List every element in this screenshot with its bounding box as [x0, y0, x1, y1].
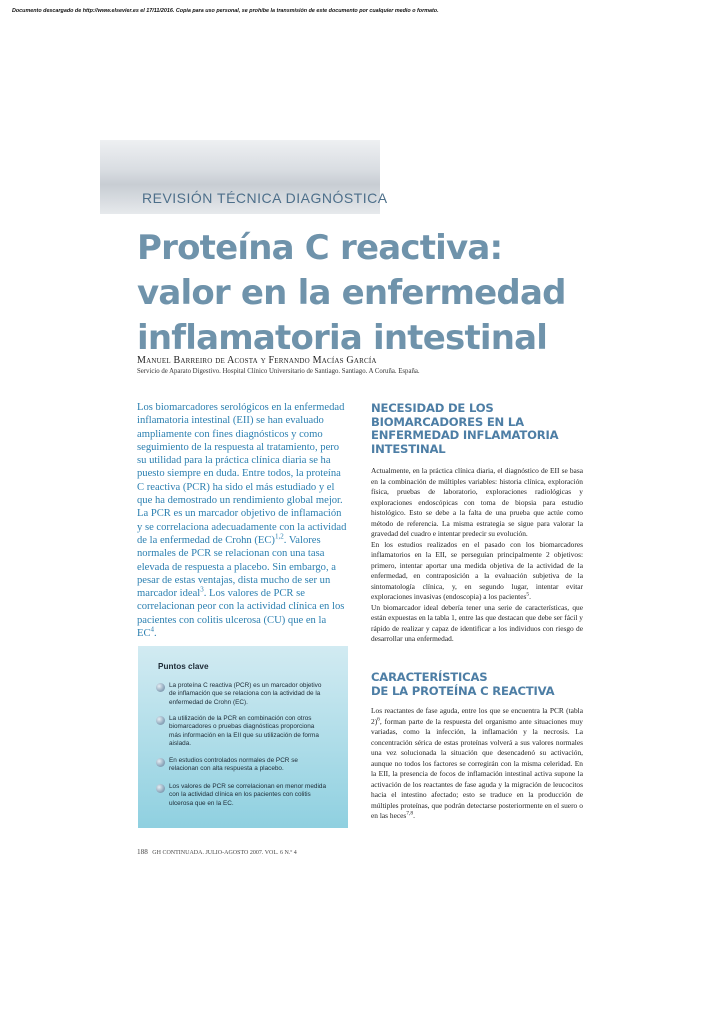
body-paragraph: [371, 540, 583, 603]
abstract-ref-1: 1,2: [274, 532, 284, 541]
page-number: 188: [137, 848, 148, 856]
paragraph-text: Los reactantes de fase aguda, entre los que se encuentra la PCR (tabla 2): [371, 706, 583, 726]
abstract-text-1: Los biomarcadores serológicos en la enfermedad inflamatoria intestinal (EII) se han evaluado ampliamente con fines diagnósticos y como seguimiento de la respuesta al tratamiento, pero su utilidad para la práctica clínica diaria se ha puesto siempre en duda. Entre todos, la proteína C reactiva (PCR) ha sido el más estudiado y el que ha demostrado un rendimiento global mejor. La PCR es un marcador objetivo de inflamación y se correlaciona adecuadamente con la actividad de la enfermedad de Crohn (EC): [137, 402, 347, 546]
key-point-item: [156, 715, 326, 749]
title-line-3: inflamatoria intestinal: [137, 318, 548, 358]
reference-marker: 7,8: [406, 810, 414, 817]
key-point-text: En estudios controlados normales de PCR se relacionan con alta respuesta a placebo.: [169, 757, 298, 773]
title-line-2: valor en la enfermedad: [137, 273, 566, 313]
bullet-icon: [156, 683, 165, 692]
section-heading: [371, 671, 583, 698]
bullet-icon: [156, 716, 165, 725]
page-footer: [137, 848, 297, 856]
paragraph-text: , forman parte de la respuesta del organismo ante situaciones muy variadas, como la infección, la inflamación y la necrosis. La concentración sérica de estas proteínas volverá a sus valores normales una vez solucionada la situación que desencadenó su activación, aunque no todos los factores se corregirán con la misma celeridad. En la EII, la presencia de focos de inflamación intestinal activa supone la activación de los reactantes de fase aguda y la migración de leucocitos hacia el intestino afectado; esto se traduce en la producción de múltiples proteínas, que podrán detectarse posteriormente en el suero o en las heces: [371, 716, 583, 821]
heading-line: NECESIDAD DE LOS: [371, 401, 494, 415]
key-point-item: [156, 757, 326, 774]
section-label: REVISIÓN TÉCNICA DIAGNÓSTICA: [142, 190, 388, 206]
abstract-text-2: . Valores normales de PCR se relacionan con una tasa elevada de respuesta a placebo. Sin embargo, a pesar de estas ventajas, dista mucho de ser un marcador ideal: [137, 534, 336, 600]
bullet-icon: [156, 758, 165, 767]
paragraph-text: .: [529, 592, 531, 602]
key-point-text: La proteína C reactiva (PCR) es un marcador objetivo de inflamación que se relaciona con la actividad de la enfermedad de Crohn (EC).: [169, 682, 322, 706]
paragraph-text: En los estudios realizados en el pasado con los biomarcadores inflamatorios en la EII, se perseguían principalmente 2 objetivos: primero, intentar aportar una medida objetiva de la actividad de la enfermedad, en contraposición a la evaluación subjetiva de la sintomatología clínica, y, en segundo lugar, intentar evitar exploraciones invasivas (endoscopia) a los pacientes: [371, 539, 583, 602]
heading-line: CARACTERÍSTICAS: [371, 670, 488, 684]
key-points-title: Puntos clave: [158, 662, 209, 671]
affiliation: Servicio de Aparato Digestivo. Hospital Clínico Universitario de Santiago. Santiago. A Coruña. España.: [137, 368, 420, 375]
authors: Manuel Barreiro de Acosta y Fernando Macías García: [137, 355, 377, 366]
reference-marker: 6: [377, 716, 380, 723]
journal-citation: GH CONTINUADA. JULIO-AGOSTO 2007. VOL. 6 N.º 4: [152, 850, 297, 856]
body-paragraph: [371, 706, 583, 822]
key-point-item: [156, 682, 326, 707]
title-line-1: Proteína C reactiva:: [137, 228, 503, 268]
heading-line: DE LA PROTEÍNA C REACTIVA: [371, 683, 555, 698]
reference-marker: 5: [526, 591, 530, 598]
section-caracteristicas: [371, 671, 583, 822]
article-title: [137, 226, 697, 361]
key-point-text: Los valores de PCR se correlacionan en menor medida con la actividad clínica en los pacientes con colitis ulcerosa que en la EC.: [169, 783, 327, 807]
heading-line: BIOMARCADORES EN LA: [371, 414, 524, 429]
body-paragraph: Un biomarcador ideal debería tener una serie de características, que están expuestas en la tabla 1, entre las que destacan que debe ser fácil y rápido de realizar y capaz de identificar a los individuos con riesgo de desarrollar una enfermedad.: [371, 602, 583, 644]
abstract: [137, 401, 347, 640]
section-heading: [371, 402, 583, 456]
bullet-icon: [156, 784, 165, 793]
heading-line: INTESTINAL: [371, 441, 446, 456]
key-point-text: La utilización de la PCR en combinación con otros biomarcadores o pruebas diagnósticas proporciona más información en la EII que su utilización de forma aislada.: [169, 715, 319, 748]
key-points-box: [138, 646, 348, 828]
key-point-item: [156, 783, 326, 808]
abstract-ref-2: 3: [200, 585, 204, 594]
section-necesidad: [371, 402, 583, 645]
heading-line: ENFERMEDAD INFLAMATORIA: [371, 428, 559, 443]
abstract-text-4: .: [154, 628, 157, 640]
body-paragraph: Actualmente, en la práctica clínica diaria, el diagnóstico de EII se basa en la combinación de múltiples variables: historia clínica, exploración física, pruebas de laboratorio, exploraciones radiológicas y exploraciones endoscópicas con toma de biopsia para estudio histológico. Esto se debe a la falta de una prueba que actúe como método de referencia. La misma estrategia se sigue para valorar la gravedad del cuadro e intentar predecir su evolución.: [371, 466, 583, 539]
abstract-ref-3: 4: [150, 625, 155, 634]
paragraph-text: .: [413, 811, 416, 821]
abstract-text-3: . Los valores de PCR se correlacionan peor con la actividad clínica en los pacientes con colitis ulcerosa (CU) que en la EC: [137, 588, 345, 640]
download-notice: Documento descargado de http://www.elsevier.es el 17/11/2016. Copia para uso personal, se prohíbe la transmisión de este documento por cualquier medio o formato.: [12, 8, 439, 14]
